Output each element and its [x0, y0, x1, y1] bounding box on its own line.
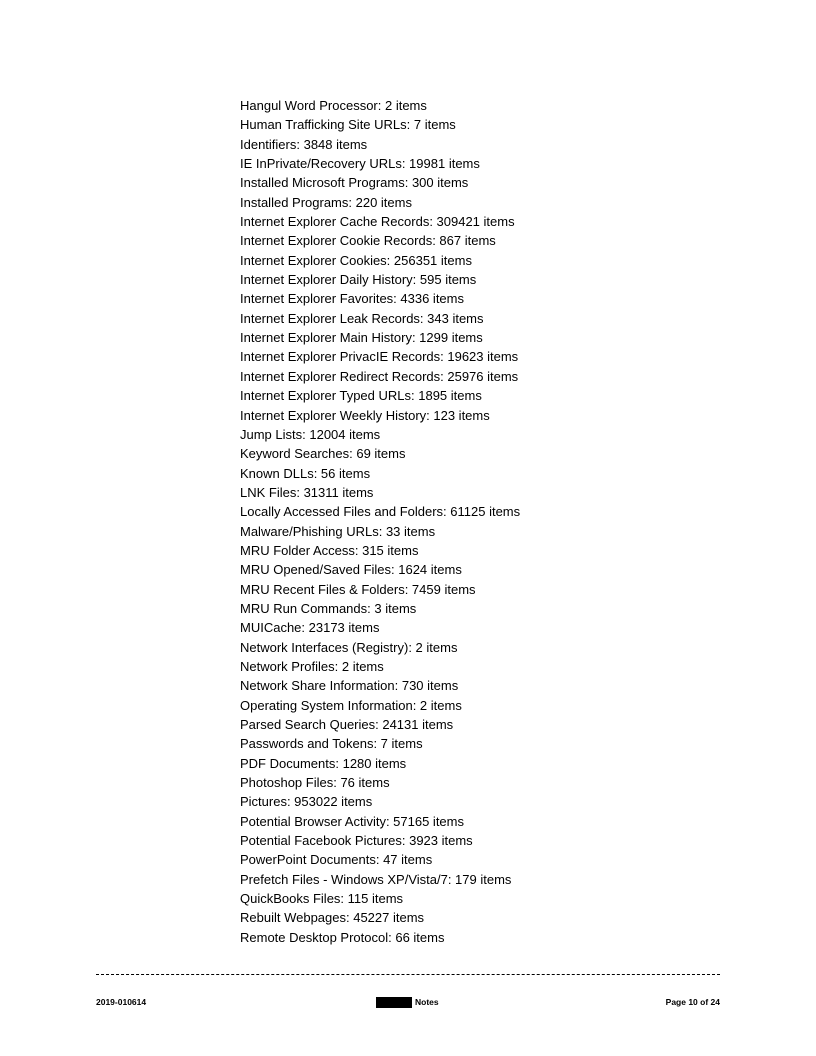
list-item: Internet Explorer Weekly History: 123 items — [240, 407, 490, 423]
case-number: 2019-010614 — [96, 997, 147, 1007]
list-item: Human Trafficking Site URLs: 7 items — [240, 117, 456, 133]
list-item: Internet Explorer Cookies: 256351 items — [240, 252, 472, 268]
list-item: Keyword Searches: 69 items — [240, 446, 406, 462]
list-item: Installed Microsoft Programs: 300 items — [240, 175, 469, 191]
list-item: Internet Explorer Cookie Records: 867 items — [240, 233, 496, 249]
list-item: Rebuilt Webpages: 45227 items — [240, 910, 425, 926]
list-item: QuickBooks Files: 115 items — [240, 891, 404, 907]
list-item: Internet Explorer Redirect Records: 25976 items — [240, 368, 519, 384]
list-item: MRU Run Commands: 3 items — [240, 600, 417, 616]
list-item: IE InPrivate/Recovery URLs: 19981 items — [240, 156, 480, 172]
list-item: Internet Explorer Favorites: 4336 items — [240, 291, 464, 307]
list-item: PDF Documents: 1280 items — [240, 755, 407, 771]
footer-divider — [96, 974, 720, 975]
list-item: Network Profiles: 2 items — [240, 658, 384, 674]
list-item: Remote Desktop Protocol: 66 items — [240, 929, 445, 945]
list-item: Photoshop Files: 76 items — [240, 775, 390, 791]
list-item: Network Interfaces (Registry): 2 items — [240, 639, 458, 655]
list-item: MRU Opened/Saved Files: 1624 items — [240, 562, 462, 578]
list-item: Operating System Information: 2 items — [240, 697, 462, 713]
redaction-block — [376, 997, 412, 1008]
list-item: Identifiers: 3848 items — [240, 136, 368, 152]
page-number: Page 10 of 24 — [665, 997, 720, 1007]
list-item: MUICache: 23173 items — [240, 620, 380, 636]
list-item: Network Share Information: 730 items — [240, 678, 459, 694]
list-item: Malware/Phishing URLs: 33 items — [240, 523, 436, 539]
list-item: LNK Files: 31311 items — [240, 484, 374, 500]
list-item: Internet Explorer Daily History: 595 items — [240, 272, 477, 288]
list-item: Potential Facebook Pictures: 3923 items — [240, 833, 473, 849]
list-item: Installed Programs: 220 items — [240, 194, 412, 210]
footer-center — [376, 996, 439, 1008]
list-item: MRU Folder Access: 315 items — [240, 542, 419, 558]
list-item: Locally Accessed Files and Folders: 61125 items — [240, 504, 521, 520]
list-item: Internet Explorer PrivacIE Records: 19623 items — [240, 349, 519, 365]
list-item: Jump Lists: 12004 items — [240, 426, 381, 442]
list-item: Passwords and Tokens: 7 items — [240, 736, 423, 752]
list-item: Hangul Word Processor: 2 items — [240, 98, 427, 113]
list-item: Internet Explorer Leak Records: 343 items — [240, 310, 484, 326]
list-item: PowerPoint Documents: 47 items — [240, 852, 433, 868]
list-item: Potential Browser Activity: 57165 items — [240, 813, 464, 829]
list-item: Internet Explorer Main History: 1299 items — [240, 330, 483, 346]
list-item: Pictures: 953022 items — [240, 794, 373, 810]
list-item: Known DLLs: 56 items — [240, 465, 371, 481]
list-item: Parsed Search Queries: 24131 items — [240, 717, 454, 732]
list-item: Internet Explorer Typed URLs: 1895 items — [240, 388, 482, 404]
list-item: Internet Explorer Cache Records: 309421 items — [240, 214, 515, 230]
list-item: Prefetch Files - Windows XP/Vista/7: 179 items — [240, 871, 512, 887]
artifact-list — [240, 96, 520, 947]
list-item: MRU Recent Files & Folders: 7459 items — [240, 581, 476, 597]
footer-center-label: Notes — [415, 997, 439, 1007]
